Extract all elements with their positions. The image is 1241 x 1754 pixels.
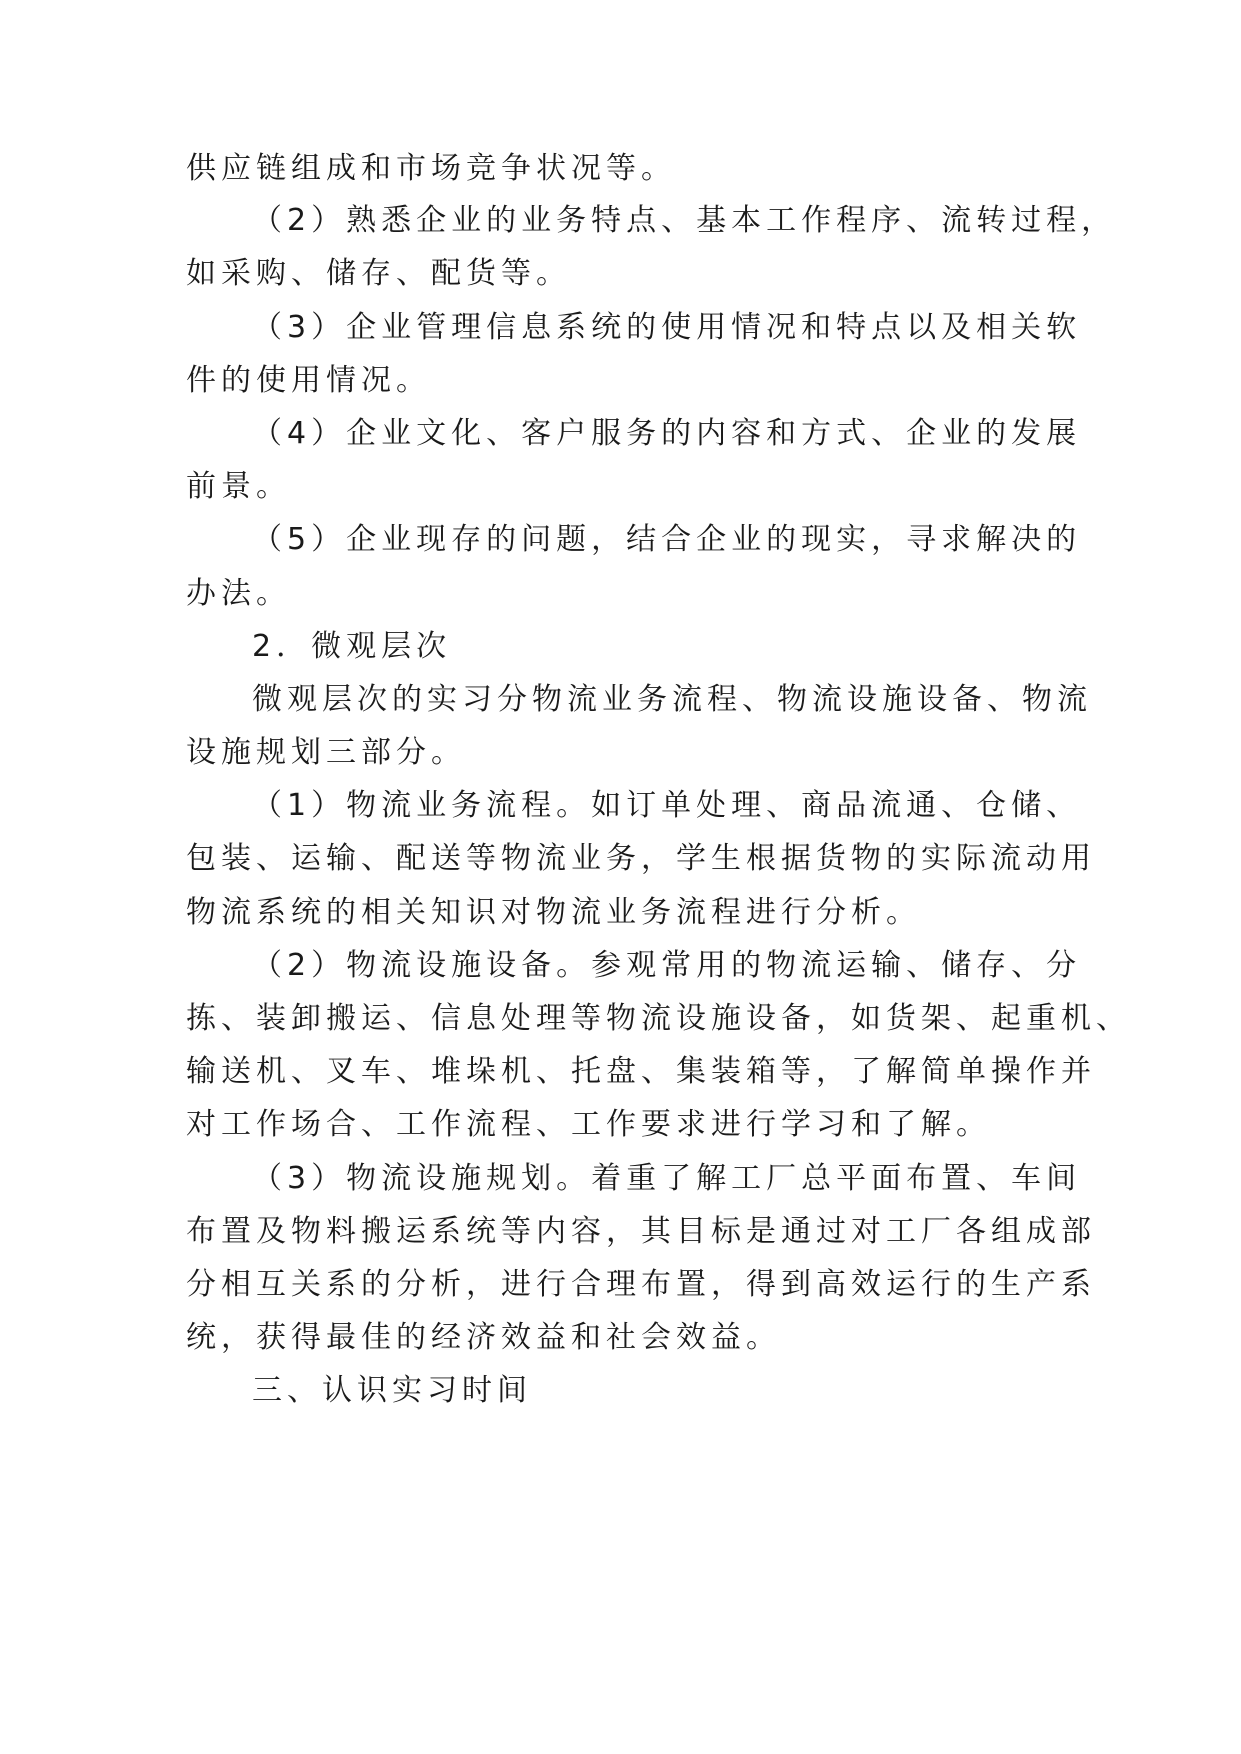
text-line: 件的使用情况。 — [186, 363, 431, 398]
text-line: 拣、装卸搬运、信息处理等物流设施设备，如货架、起重机、 — [186, 1001, 1131, 1036]
text-line: 输送机、叉车、堆垛机、托盘、集装箱等，了解简单操作并 — [186, 1054, 1096, 1089]
text-line: （3）企业管理信息系统的使用情况和特点以及相关软 — [252, 310, 1082, 345]
text-line: （1）物流业务流程。如订单处理、商品流通、仓储、 — [252, 788, 1082, 823]
text-line: 办法。 — [186, 576, 291, 611]
text-line: （3）物流设施规划。着重了解工厂总平面布置、车间 — [252, 1161, 1082, 1196]
text-line: 设施规划三部分。 — [186, 735, 466, 770]
text-line: 物流系统的相关知识对物流业务流程进行分析。 — [186, 895, 921, 930]
text-line: 布置及物料搬运系统等内容，其目标是通过对工厂各组成部 — [186, 1214, 1096, 1249]
text-line: （4）企业文化、客户服务的内容和方式、企业的发展 — [252, 416, 1082, 451]
text-line: （5）企业现存的问题，结合企业的现实，寻求解决的 — [252, 522, 1082, 557]
text-line: 对工作场合、工作流程、工作要求进行学习和了解。 — [186, 1107, 991, 1142]
text-line: 如采购、储存、配货等。 — [186, 256, 571, 291]
text-line: 供应链组成和市场竞争状况等。 — [186, 151, 676, 186]
text-line: 微观层次的实习分物流业务流程、物流设施设备、物流 — [252, 682, 1092, 717]
text-line: 统，获得最佳的经济效益和社会效益。 — [186, 1320, 781, 1355]
section-heading: 2．微观层次 — [252, 629, 452, 664]
text-line: 分相互关系的分析，进行合理布置，得到高效运行的生产系 — [186, 1267, 1096, 1302]
text-line: （2）物流设施设备。参观常用的物流运输、储存、分 — [252, 948, 1082, 983]
section-heading: 三、认识实习时间 — [252, 1373, 532, 1408]
text-line: 前景。 — [186, 469, 291, 504]
text-line: 包装、运输、配送等物流业务，学生根据货物的实际流动用 — [186, 841, 1096, 876]
text-line: （2）熟悉企业的业务特点、基本工作程序、流转过程， — [252, 203, 1117, 238]
